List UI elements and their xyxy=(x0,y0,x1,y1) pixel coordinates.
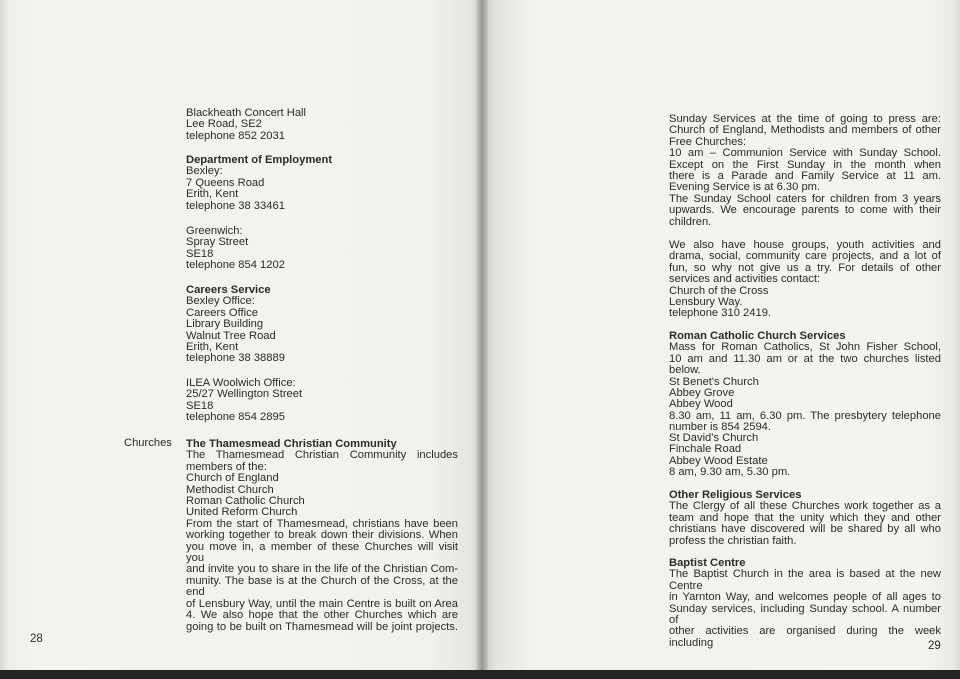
text-line: telephone 854 1202 xyxy=(186,259,285,272)
text-line: christians have discovered will be shared by all who xyxy=(669,523,941,536)
text-line: We also have house groups, youth activities and xyxy=(669,239,941,251)
text-line: Mass for Roman Catholics, St John Fisher School, xyxy=(669,341,941,354)
text-line: other activities are organised during the week including xyxy=(669,625,941,649)
text-line: Walnut Tree Road xyxy=(186,329,276,342)
text-line: Evening Service is at 6.30 pm. xyxy=(669,181,821,194)
page-bottom-edge xyxy=(0,670,960,679)
text-line: in Yarnton Way, and welcomes people of all ages to xyxy=(669,591,941,604)
text-line: Bexley: xyxy=(186,165,223,178)
text-line: telephone 38 33461 xyxy=(186,199,285,212)
text-line: Church of the Cross xyxy=(669,284,769,297)
text-line: The Clergy of all these Churches work together as a xyxy=(669,500,941,513)
text-line: Bexley Office: xyxy=(186,295,255,308)
text-line: going to be built on Thamesmead will be joint projects. xyxy=(186,620,458,633)
careers-service-block xyxy=(186,285,285,365)
text-line: profess the christian faith. xyxy=(669,534,797,547)
text-line: SE18 xyxy=(186,399,214,412)
text-line: services and activities contact: xyxy=(669,273,821,286)
community-heading: The Thamesmead Christian Community xyxy=(186,438,397,450)
text-line: Church of England xyxy=(186,472,279,485)
text-line: Sunday services, including Sunday school. A number of xyxy=(669,602,941,627)
text-line: Spray Street xyxy=(186,236,249,249)
text-line: team and hope that the unity which they and other xyxy=(669,511,941,524)
text-line: children. xyxy=(669,215,712,228)
text-line: there is a Parade and Family Service at 11 am. xyxy=(669,170,941,183)
text-line: members of the: xyxy=(186,460,267,473)
text-line: Lensbury Way. xyxy=(669,296,743,309)
text-line: you move in, a member of these Churches will visit you xyxy=(186,540,458,565)
text-line: The Baptist Church in the area is based at the new Centre xyxy=(669,568,941,592)
text-line: Greenwich: xyxy=(186,225,243,237)
text-line: St Benet's Church xyxy=(669,375,759,388)
text-line: Erith, Kent xyxy=(186,341,239,354)
text-line: Free Churches: xyxy=(669,135,747,148)
page-number-left: 28 xyxy=(30,633,43,645)
text-line: upwards. We encourage parents to come with their xyxy=(669,204,941,217)
text-line: 10 am – Communion Service with Sunday School. xyxy=(669,147,941,160)
text-line: telephone 38 38889 xyxy=(186,352,285,365)
text-line: 8 am, 9.30 am, 5.30 pm. xyxy=(669,466,791,479)
text-line: Library Building xyxy=(186,318,264,331)
text-line: Careers Office xyxy=(186,306,258,319)
text-line: United Reform Church xyxy=(186,506,298,519)
text-line: and invite you to share in the life of the Christian Com- xyxy=(186,563,458,576)
text-line: telephone 310 2419. xyxy=(669,307,772,320)
section-label-churches: Churches xyxy=(124,437,172,449)
text-line: Roman Catholic Church xyxy=(186,495,305,508)
house-groups-block xyxy=(669,240,941,320)
text-line: Abbey Grove xyxy=(669,387,735,400)
st-davids-block xyxy=(669,433,790,479)
employment-greenwich-block xyxy=(186,226,285,272)
text-line: telephone 852 2031 xyxy=(186,129,285,142)
text-line: number is 854 2594. xyxy=(669,421,771,434)
page-number-right: 29 xyxy=(928,640,941,652)
ilea-block xyxy=(186,378,302,424)
text-line: telephone 854 2895 xyxy=(186,411,285,424)
text-line: Abbey Wood Estate xyxy=(669,454,768,467)
text-line: drama, social, community care projects, and a lot of xyxy=(669,250,941,263)
text-line: Abbey Wood xyxy=(669,398,733,411)
text-line: Blackheath Concert Hall xyxy=(186,107,307,119)
text-line: of Lensbury Way, until the main Centre is built on Area xyxy=(186,597,458,610)
other-religious-block xyxy=(669,490,941,547)
text-line: The Sunday School caters for children from 3 years xyxy=(669,192,941,205)
text-line: munity. The base is at the Church of the Cross, at the end xyxy=(186,574,458,599)
text-line: St David's Church xyxy=(669,432,759,444)
book-gutter xyxy=(476,0,488,672)
text-line: Sunday Services at the time of going to press are: xyxy=(669,113,941,125)
text-line: Lee Road, SE2 xyxy=(186,118,262,131)
other-heading: Other Religious Services xyxy=(669,489,802,501)
text-line: 7 Queens Road xyxy=(186,176,265,189)
text-line: ILEA Woolwich Office: xyxy=(186,377,296,389)
employment-bexley-block xyxy=(186,155,332,212)
text-line: fun, so why not give us a try. For details of other xyxy=(669,261,941,274)
baptist-heading: Baptist Centre xyxy=(669,557,746,569)
careers-heading: Careers Service xyxy=(186,284,271,296)
text-line: 8.30 am, 11 am, 6.30 pm. The presbytery telephone xyxy=(669,409,941,422)
text-line: The Thamesmead Christian Community includes xyxy=(186,449,458,462)
roman-catholic-block xyxy=(669,331,941,434)
baptist-centre-block xyxy=(669,558,941,649)
text-line: Except on the First Sunday in the month when xyxy=(669,158,941,171)
text-line: Finchale Road xyxy=(669,443,742,456)
christian-community-block xyxy=(186,439,458,633)
text-line: From the start of Thamesmead, christians have been xyxy=(186,517,458,530)
text-line: 25/27 Wellington Street xyxy=(186,388,303,401)
text-line: working together to break down their divisions. When xyxy=(186,529,458,542)
text-line: Church of England, Methodists and members of other xyxy=(669,124,941,137)
text-line: SE18 xyxy=(186,247,214,260)
employment-heading: Department of Employment xyxy=(186,154,333,166)
sunday-services-block xyxy=(669,114,941,228)
text-line: 10 am and 11.30 am or at the two churches listed below. xyxy=(669,352,941,377)
rc-heading: Roman Catholic Church Services xyxy=(669,330,846,342)
text-line: 4. We also hope that the other Churches which are xyxy=(186,609,458,622)
text-line: Methodist Church xyxy=(186,483,274,496)
text-line: Erith, Kent xyxy=(186,188,239,201)
concert-hall-address xyxy=(186,108,306,142)
